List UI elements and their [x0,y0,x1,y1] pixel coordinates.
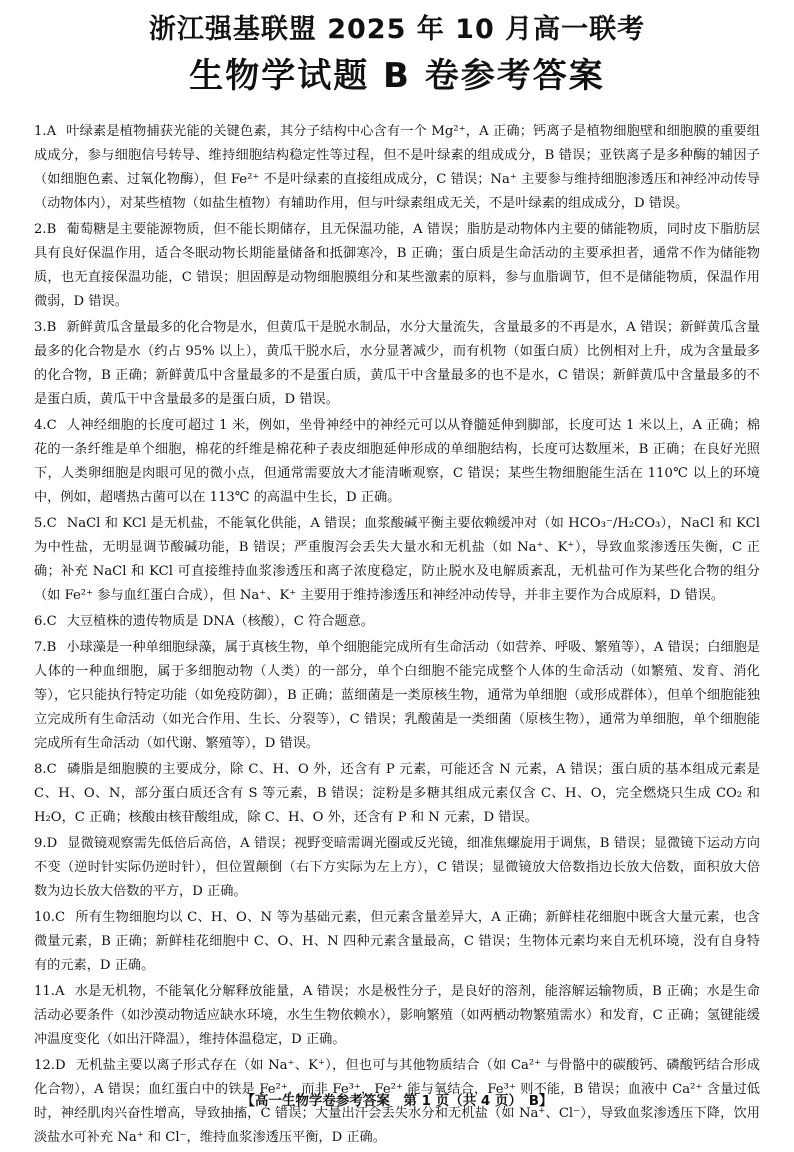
answer-choice: B [46,640,57,655]
answer-explanation: 大豆植株的遗传物质是 DNA（核酸），C 符合题意。 [66,614,374,629]
answer-explanation: 叶绿素是植物捕获光能的关键色素，其分子结构中心含有一个 Mg²⁺，A 正确；钙离子是植物细胞壁和细胞膜的重要组成成分，参与细胞信号转导、维持细胞结构稳定性等过程，但不是叶绿素的组成成分，B 错误；亚铁离子是多种酶的辅因子（如细胞色素、过氧化物酶），但 Fe²⁺ 不是叶绿素的直接组成成分，C 错误；Na⁺ 主要参与维持细胞渗透压和神经冲动传导（动物体内），对某些植物（如盐生植物）有辅助作用，但与叶绿素组成无关，不是叶绿素的组成成分，D 错误。 [34,124,760,211]
answer-item [34,120,760,216]
answer-item [34,758,760,830]
answer-choice: C [46,614,57,629]
question-number: 12. [34,1058,55,1073]
answer-choice: B [46,222,57,237]
answer-item [34,414,760,510]
answer-item [34,610,760,634]
answer-explanation: 所有生物细胞均以 C、H、O、N 等为基础元素，但元素含量差异大，A 正确；新鲜桂花细胞中既含大量元素，也含微量元素，B 正确；新鲜桂花细胞中 C、O、H、N 四种元素含量最高，C 错误；生物体元素均来自无机环境，没有自身特有的元素，D 正确。 [34,910,760,973]
question-number: 1. [34,124,47,139]
answer-choice: A [54,984,65,999]
answer-explanation: 葡萄糖是主要能源物质，但不能长期储存，且无保温功能，A 错误；脂肪是动物体内主要的储能物质，同时皮下脂肪层具有良好保温作用，适合冬眠动物长期能量储备和抵御寒冷，B 正确；蛋白质是生命活动的主要承担者，通常不作为储能物质，也无直接保温功能，C 错误；胆固醇是动物细胞膜组分和某些激素的原料，参与血脂调节，但不是储能物质，保温作用微弱，D 错误。 [34,222,760,309]
question-number: 4. [34,418,47,433]
answer-item [34,980,760,1052]
question-number: 9. [34,836,47,851]
exam-title: 浙江强基联盟 2025 年 10 月高一联考 [148,14,646,45]
question-number: 3. [34,320,47,335]
question-number: 2. [34,222,47,237]
question-number: 5. [34,516,47,531]
answer-explanation: 人神经细胞的长度可超过 1 米，例如，坐骨神经中的神经元可以从脊髓延伸到脚部，长度可达 1 米以上，A 正确；棉花的一条纤维是单个细胞，棉花的纤维是棉花种子表皮细胞延伸形成的单细胞结构，长度可达数厘米，B 正确；在良好光照下，人类卵细胞是肉眼可见的微小点，但通常需要放大才能清晰观察，C 错误；某些生物细胞能生活在 110℃ 以上的环境中，例如，超嗜热古菌可以在 113℃ 的高温中生长，D 正确。 [34,418,760,505]
answer-choice: C [46,418,57,433]
answer-item [34,832,760,904]
answer-explanation: NaCl 和 KCl 是无机盐，不能氧化供能，A 错误；血浆酸碱平衡主要依赖缓冲对（如 HCO₃⁻/H₂CO₃），NaCl 和 KCl 为中性盐，无明显调节酸碱功能，B 错误；严重腹泻会丢失大量水和无机盐（如 Na⁺、K⁺），导致血浆渗透压失衡，C 正确；补充 NaCl 和 KCl 可直接维持血浆渗透压和离子浓度稳定，防止脱水及电解质紊乱，无机盐可作为某些化合物的组分（如 Fe²⁺ 参与血红蛋白合成），但 Na⁺、K⁺ 主要用于维持渗透压和神经冲动传导，并非主要作为合成原料，D 错误。 [34,516,760,603]
answer-explanation: 新鲜黄瓜含量最多的化合物是水，但黄瓜干是脱水制品，水分大量流失，含量最多的不再是水，A 错误；新鲜黄瓜含量最多的化合物是水（约占 95% 以上），黄瓜干脱水后，水分显著减少，而有机物（如蛋白质）比例相对上升，成为含量最多的化合物，B 正确；新鲜黄瓜中含量最多的不是蛋白质，黄瓜干中含量最多的也不是水，C 错误；新鲜黄瓜中含量最多的不是蛋白质，黄瓜干中含量最多的是蛋白质，D 错误。 [34,320,760,407]
question-number: 6. [34,614,47,629]
answer-choice: C [46,516,57,531]
answer-explanation: 小球藻是一种单细胞绿藻，属于真核生物，单个细胞能完成所有生命活动（如营养、呼吸、繁殖等），A 错误；白细胞是人体的一种血细胞，属于多细胞动物（人类）的一部分，单个白细胞不能完成整个人体的生命活动（如繁殖、发育、消化等），它只能执行特定功能（如免疫防御），B 正确；蓝细菌是一类原核生物，通常为单细胞（或形成群体），但单个细胞能独立完成所有生命活动（如光合作用、生长、分裂等），C 错误；乳酸菌是一类细菌（原核生物），通常为单细胞，单个细胞能完成所有生命活动（如代谢、繁殖等），D 错误。 [34,640,760,751]
answer-list [34,120,760,1152]
answer-explanation: 水是无机物，不能氧化分解释放能量，A 错误；水是极性分子，是良好的溶剂，能溶解运输物质，B 正确；水是生命活动必要条件（如沙漠动物适应缺水环境，水生生物依赖水），影响繁殖（如两栖动物繁殖需水）和发育，C 正确；氢键能缓冲温度变化（如出汗降温），维持体温稳定，D 正确。 [34,984,760,1047]
answer-explanation: 显微镜观察需先低倍后高倍，A 错误；视野变暗需调光圈或反光镜，细准焦螺旋用于调焦，B 错误；显微镜下运动方向不变（逆时针实际仍逆时针），但位置颠倒（右下方实际为左上方），C 错误；显微镜放大倍数指边长放大倍数，面积放大倍数为边长放大倍数的平方，D 正确。 [34,836,760,899]
answer-choice: D [46,836,58,851]
answer-item [34,512,760,608]
answer-item [34,218,760,314]
answer-explanation: 磷脂是细胞膜的主要成分，除 C、H、O 外，还含有 P 元素，可能还含 N 元素，A 错误；蛋白质的基本组成元素是 C、H、O、N，部分蛋白质还含有 S 等元素，B 错误；淀粉是多糖其组成元素仅含 C、H、O，完全燃烧只生成 CO₂ 和 H₂O，C 正确；核酸由核苷酸组成，除 C、H、O 外，还含有 P 和 N 元素，D 错误。 [34,762,760,825]
answer-item [34,906,760,978]
answer-item [34,636,760,756]
answer-explanation: 无机盐主要以离子形式存在（如 Na⁺、K⁺），但也可与其他物质结合（如 Ca²⁺ 与骨骼中的碳酸钙、磷酸钙结合形成化合物），A 错误；血红蛋白中的铁是 Fe²⁺，而非 Fe³⁺，Fe²⁺ 能与氧结合，Fe³⁺ 则不能，B 错误；血液中 Ca²⁺ 含量过低时，神经肌肉兴奋性增高，导致抽搐，C 错误；大量出汗会丢失水分和无机盐（如 Na⁺、Cl⁻），导致血浆渗透压下降，饮用淡盐水可补充 Na⁺ 和 Cl⁻，维持血浆渗透压平衡，D 正确。 [34,1058,760,1145]
question-number: 11. [34,984,55,999]
answer-choice: C [46,762,57,777]
answer-key-title: 生物学试题 B 卷参考答案 [189,56,605,96]
answer-choice: D [54,1058,66,1073]
answer-item [34,316,760,412]
answer-choice: A [46,124,57,139]
page-footer: 【高一生物学卷参考答案 第 1 页（共 4 页） B】 [241,1093,553,1109]
answer-choice: B [46,320,57,335]
question-number: 10. [34,910,55,925]
answer-choice: C [54,910,66,925]
question-number: 7. [34,640,47,655]
question-number: 8. [34,762,47,777]
